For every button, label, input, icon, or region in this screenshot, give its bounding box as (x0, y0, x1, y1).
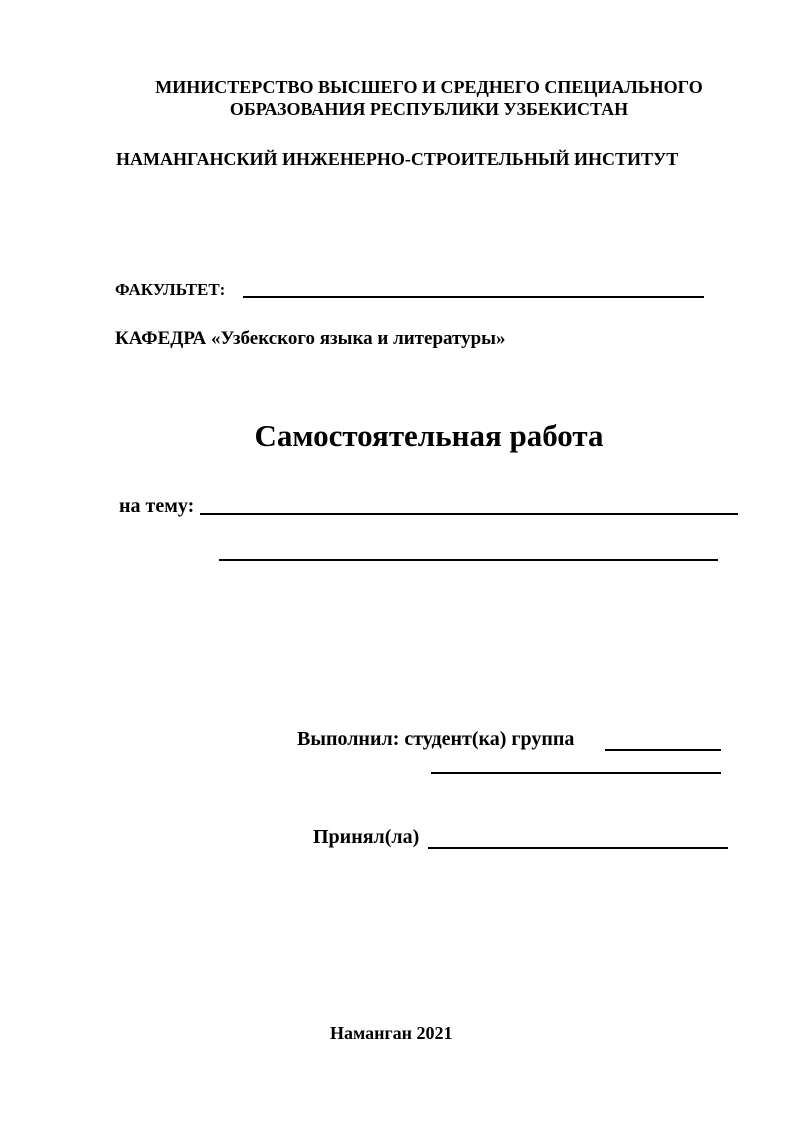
topic-blank-line-1 (200, 513, 738, 515)
accepted-by-label: Принял(ла) (313, 826, 420, 848)
city-year: Наманган 2021 (330, 1023, 453, 1043)
performed-by-label: Выполнил: студент(ка) группа (297, 728, 575, 750)
ministry-header (0, 76, 800, 120)
ministry-line-1: МИНИСТЕРСТВО ВЫСШЕГО И СРЕДНЕГО СПЕЦИАЛЬНОГО (155, 77, 703, 97)
document-title: Самостоятельная работа (254, 418, 604, 453)
group-blank-line (605, 749, 721, 751)
student-name-blank-line (431, 772, 721, 774)
faculty-label: ФАКУЛЬТЕТ: (115, 280, 226, 299)
department-name: КАФЕДРА «Узбекского языка и литературы» (115, 328, 506, 349)
ministry-line-2: ОБРАЗОВАНИЯ РЕСПУБЛИКИ УЗБЕКИСТАН (229, 99, 629, 119)
topic-blank-line-2 (219, 559, 718, 561)
institute-name: НАМАНГАНСКИЙ ИНЖЕНЕРНО-СТРОИТЕЛЬНЫЙ ИНСТИТУТ (116, 149, 679, 169)
faculty-blank-line (243, 296, 704, 298)
teacher-name-blank-line (428, 847, 728, 849)
topic-label: на тему: (119, 495, 195, 517)
